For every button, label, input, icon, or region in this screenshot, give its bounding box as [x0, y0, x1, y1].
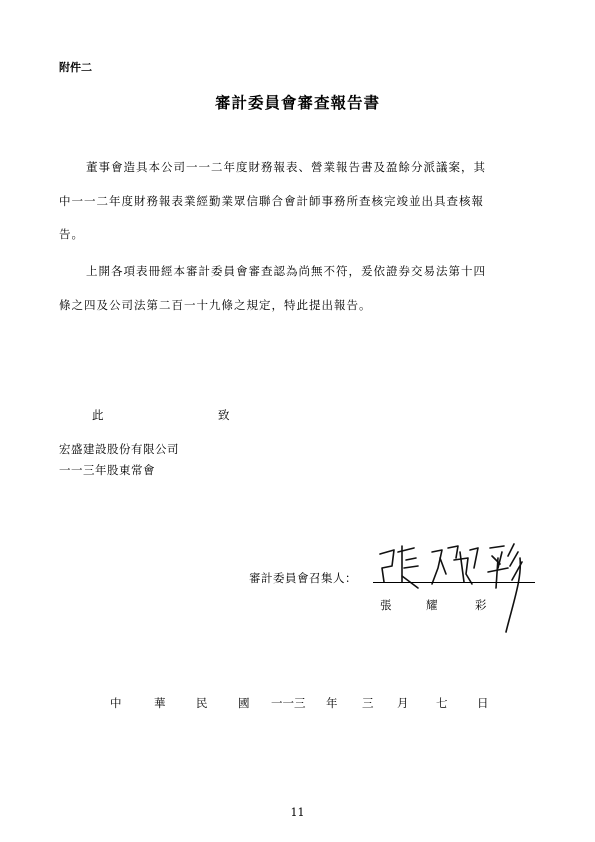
date-part-3: 民: [196, 696, 208, 710]
paragraph-2-line-2: 條之四及公司法第二百一十九條之規定，特此提出報告。: [59, 298, 372, 312]
closing-ci: 此: [92, 408, 104, 422]
document-date: [0, 695, 595, 715]
page-number: 11: [290, 806, 305, 819]
attachment-label: 附件二: [59, 61, 92, 74]
convener-label: 審計委員會召集人：: [249, 571, 357, 585]
date-part-7: 三: [362, 696, 374, 710]
date-part-10: 日: [477, 696, 489, 710]
date-part-1: 中: [110, 696, 122, 710]
paragraph-2-line-1: 上開各項表冊經本審計委員會審查認為尚無不符，爰依證券交易法第十四: [86, 264, 486, 278]
date-part-4: 國: [238, 696, 250, 710]
name-char-2: 耀: [426, 598, 438, 612]
recipient-company: 宏盛建設股份有限公司: [59, 442, 179, 456]
date-part-5: 一一三: [271, 696, 306, 710]
date-part-6: 年: [326, 696, 338, 710]
date-part-8: 月: [397, 696, 409, 710]
date-part-2: 華: [154, 696, 166, 710]
recipient-meeting: 一一三年股東常會: [59, 463, 155, 477]
paragraph-1-line-1: 董事會造具本公司一一二年度財務報表、營業報告書及盈餘分派議案，其: [86, 160, 486, 174]
name-char-3: 彩: [475, 598, 487, 612]
date-part-9: 七: [436, 696, 448, 710]
closing-zhi: 致: [218, 408, 230, 422]
name-char-1: 張: [380, 598, 392, 612]
paragraph-1-line-3: 告。: [59, 227, 84, 241]
signature-line: [373, 582, 535, 583]
handwritten-signature: [372, 538, 542, 638]
paragraph-1-line-2: 中一一二年度財務報表業經勤業眾信聯合會計師事務所查核完竣並出具查核報: [59, 194, 484, 208]
document-title: 審計委員會審查報告書: [214, 93, 380, 112]
